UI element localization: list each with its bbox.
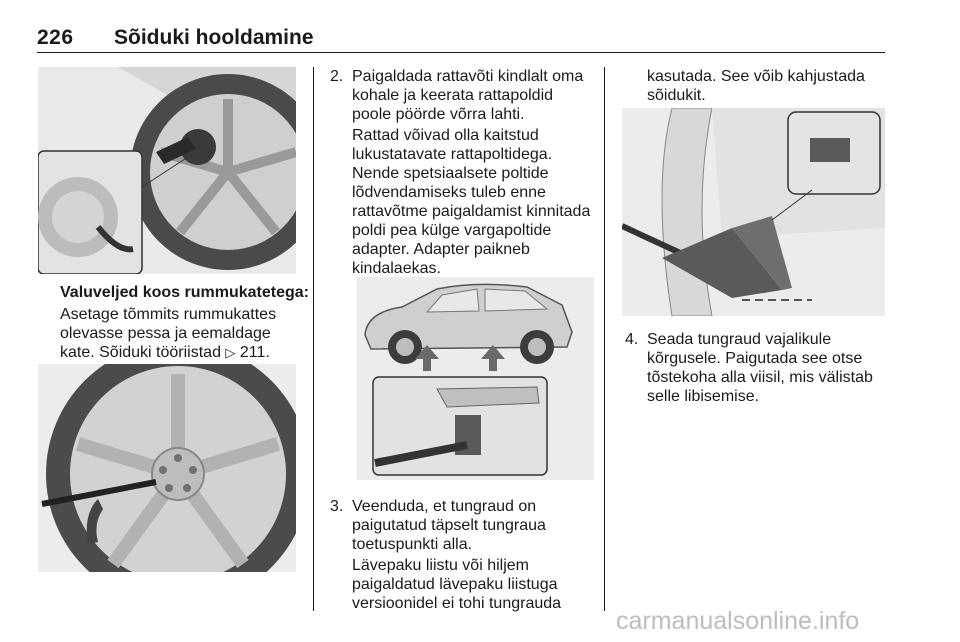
text-line: lukustatavate rattapoltidega. — [352, 146, 553, 163]
text-line: kohale ja keerata rattapoldid — [352, 87, 554, 104]
subheading-alloy-wheels: Valuveljed koos rummukatetega: — [60, 284, 309, 301]
text-line: Asetage tõmmits rummukattes — [60, 306, 277, 323]
step-3-note-continued — [647, 67, 887, 105]
step-3 — [330, 497, 600, 554]
text-line: poldi pea külge vargapoltide — [352, 222, 552, 239]
text-line: Paigaldada rattavõti kindlalt oma — [352, 68, 584, 85]
text-line: selle libisemise. — [647, 388, 760, 405]
figure-jack-position — [622, 108, 885, 316]
text-line: olevasse pessa ja eemaldage — [60, 325, 271, 342]
text-line: Rattad võivad olla kaitstud — [352, 127, 539, 144]
text-line: Nende spetsiaalsete poltide — [352, 165, 549, 182]
watermark: carmanualsonline.info — [616, 607, 860, 635]
page-title: Sõiduki hooldamine — [114, 26, 314, 49]
text-line: adapter. Adapter paikneb — [352, 241, 530, 258]
xref-page[interactable]: 211. — [239, 344, 270, 361]
column-divider-1 — [313, 67, 314, 611]
column-divider-2 — [604, 67, 605, 611]
page-number: 226 — [37, 26, 74, 49]
figure-jack-points — [357, 277, 594, 480]
figure-wheel-key — [38, 364, 296, 572]
text-line: Lävepaku liistu või hiljem — [352, 557, 529, 574]
step-number: 2. — [330, 68, 344, 85]
step-3-note — [352, 556, 597, 613]
text-line: Veenduda, et tungraud on — [352, 498, 537, 515]
text-line: rattavõtme paigaldamist kinnitada — [352, 203, 591, 220]
text-span: kate. Sõiduki tööriistad — [60, 344, 226, 361]
text-line: lõdvendamiseks tuleb enne — [352, 184, 546, 201]
text-line: poole pöörde võrra lahti. — [352, 106, 525, 123]
text-line: kõrgusele. Paigutada see otse — [647, 350, 863, 367]
text-line — [60, 343, 305, 362]
text-line: toetuspunkti alla. — [352, 536, 473, 553]
text-line: kasutada. See võib kahjustada — [647, 68, 865, 85]
step-number: 3. — [330, 498, 344, 515]
step-number: 4. — [625, 331, 639, 348]
text-line: kindalaekas. — [352, 260, 441, 277]
step-2-note — [352, 126, 597, 278]
text-line: tõstekoha alla viisil, mis välistab — [647, 369, 873, 386]
figure-hubcap-removal — [38, 67, 296, 274]
page-header — [37, 26, 885, 53]
step-2 — [330, 67, 600, 124]
text-line: Seada tungraud vajalikule — [647, 331, 832, 348]
paragraph-hubcap — [60, 305, 305, 362]
text-line: paigutatud täpselt tungraua — [352, 517, 546, 534]
text-line: sõidukit. — [647, 87, 706, 104]
text-line: paigaldatud lävepaku liistuga — [352, 576, 558, 593]
text-line: versioonidel ei tohi tungrauda — [352, 595, 562, 612]
step-4 — [625, 330, 895, 406]
arrow-ref-icon: ▷ — [225, 345, 236, 360]
